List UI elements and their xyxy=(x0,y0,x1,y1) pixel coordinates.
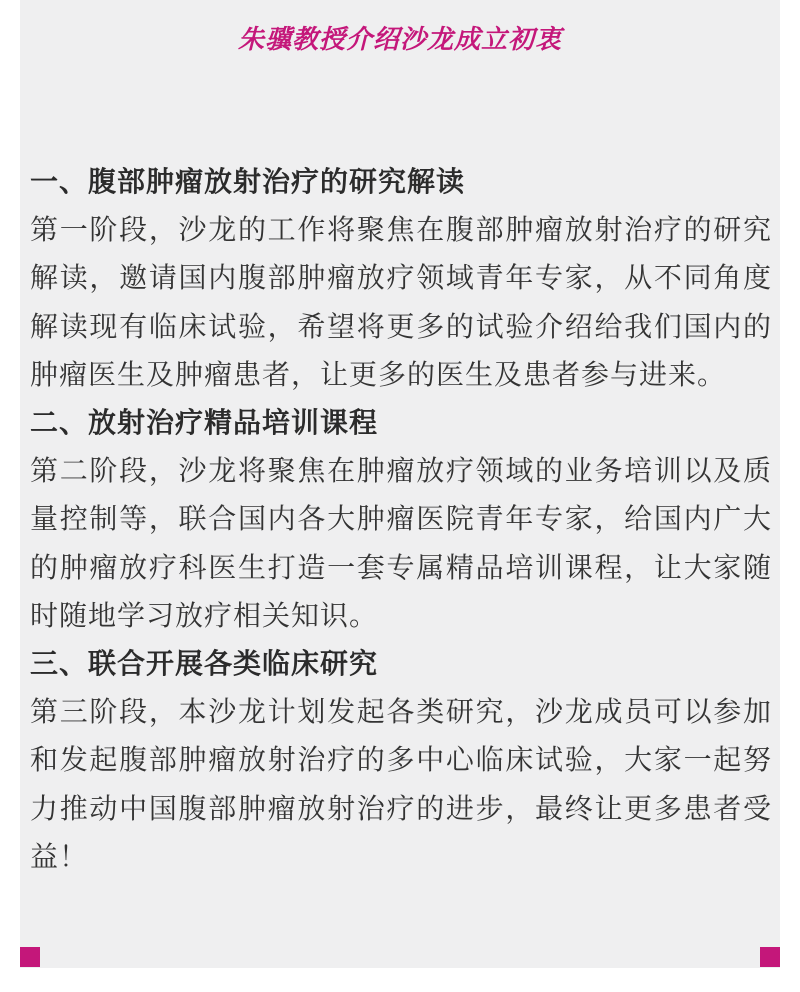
section-body-2: 第二阶段，沙龙将聚焦在肿瘤放疗领域的业务培训以及质量控制等，联合国内各大肿瘤医院青年专家，给国内广大的肿瘤放疗科医生打造一套专属精品培训课程，让大家随时随地学习放疗相关知识。 xyxy=(30,454,772,632)
article-title: 朱骥教授介绍沙龙成立初衷 xyxy=(237,25,562,55)
article-content xyxy=(30,158,772,881)
section-heading-2: 二、放射治疗精品培训课程 xyxy=(30,406,379,440)
corner-marker-right xyxy=(760,947,780,967)
section-heading-3: 三、联合开展各类临床研究 xyxy=(30,647,379,681)
corner-marker-left xyxy=(20,947,40,967)
section-body-1: 第一阶段，沙龙的工作将聚焦在腹部肿瘤放射治疗的研究解读，邀请国内腹部肿瘤放疗领域青年专家，从不同角度解读现有临床试验，希望将更多的试验介绍给我们国内的肿瘤医生及肿瘤患者，让更多的医生及患者参与进来。 xyxy=(30,213,772,391)
section-heading-1: 一、腹部肿瘤放射治疗的研究解读 xyxy=(30,165,466,198)
section-body-3: 第三阶段，本沙龙计划发起各类研究，沙龙成员可以参加和发起腹部肿瘤放射治疗的多中心临床试验，大家一起努力推动中国腹部肿瘤放射治疗的进步，最终让更多患者受益！ xyxy=(30,695,772,873)
